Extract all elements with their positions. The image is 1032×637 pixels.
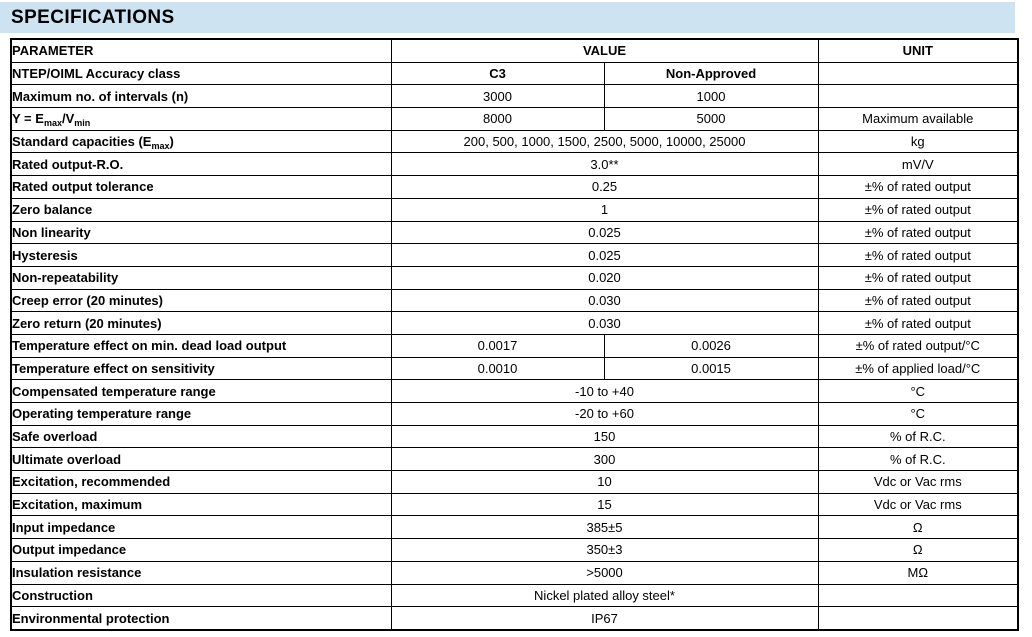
unit-cell: ±% of rated output — [818, 289, 1018, 312]
parameter-cell: Input impedance — [11, 516, 391, 539]
unit-cell: Maximum available — [818, 108, 1018, 131]
value-cell: 0.030 — [391, 289, 818, 312]
unit-cell: Vdc or Vac rms — [818, 471, 1018, 494]
parameter-cell: Non-repeatability — [11, 266, 391, 289]
parameter-cell: Hysteresis — [11, 244, 391, 267]
unit-cell: ±% of rated output/°C — [818, 334, 1018, 357]
parameter-cell: Zero return (20 minutes) — [11, 312, 391, 335]
parameter-cell: Construction — [11, 584, 391, 607]
value-cell: 0.0017 — [391, 334, 604, 357]
unit-cell: % of R.C. — [818, 448, 1018, 471]
value-cell: 0.020 — [391, 266, 818, 289]
table-row — [11, 312, 1018, 335]
value-cell: Non-Approved — [604, 62, 818, 85]
table-row — [11, 244, 1018, 267]
table-row — [11, 584, 1018, 607]
table-row — [11, 153, 1018, 176]
value-cell: 0.025 — [391, 221, 818, 244]
unit-cell: Ω — [818, 539, 1018, 562]
value-cell: 15 — [391, 493, 818, 516]
parameter-cell: Environmental protection — [11, 607, 391, 630]
value-cell: 150 — [391, 425, 818, 448]
table-row — [11, 425, 1018, 448]
value-cell: 10 — [391, 471, 818, 494]
value-cell: 350±3 — [391, 539, 818, 562]
unit-cell: mV/V — [818, 153, 1018, 176]
value-cell: 5000 — [604, 108, 818, 131]
parameter-cell: NTEP/OIML Accuracy class — [11, 62, 391, 85]
table-row — [11, 85, 1018, 108]
value-cell: 385±5 — [391, 516, 818, 539]
unit-cell — [818, 607, 1018, 630]
parameter-cell: $Y = E_{max}/V_{min}$ — [11, 108, 391, 131]
unit-cell: °C — [818, 380, 1018, 403]
parameter-cell: Operating temperature range — [11, 403, 391, 426]
value-cell: >5000 — [391, 561, 818, 584]
parameter-cell: Rated output-R.O. — [11, 153, 391, 176]
table-row — [11, 471, 1018, 494]
value-cell: 3.0** — [391, 153, 818, 176]
value-cell: -20 to +60 — [391, 403, 818, 426]
unit-cell: ±% of rated output — [818, 198, 1018, 221]
parameter-cell: Safe overload — [11, 425, 391, 448]
parameter-cell: Ultimate overload — [11, 448, 391, 471]
table-row — [11, 62, 1018, 85]
value-cell: -10 to +40 — [391, 380, 818, 403]
table-row — [11, 539, 1018, 562]
table-row — [11, 561, 1018, 584]
parameter-cell: Excitation, recommended — [11, 471, 391, 494]
parameter-cell: Rated output tolerance — [11, 176, 391, 199]
parameter-cell: Output impedance — [11, 539, 391, 562]
table-row — [11, 493, 1018, 516]
value-cell: Nickel plated alloy steel* — [391, 584, 818, 607]
parameter-cell: Temperature effect on sensitivity — [11, 357, 391, 380]
unit-cell: ±% of applied load/°C — [818, 357, 1018, 380]
table-row — [11, 198, 1018, 221]
parameter-cell: Compensated temperature range — [11, 380, 391, 403]
value-cell: 200, 500, 1000, 1500, 2500, 5000, 10000, 25000 — [391, 130, 818, 153]
unit-cell: % of R.C. — [818, 425, 1018, 448]
parameter-cell: Creep error (20 minutes) — [11, 289, 391, 312]
unit-cell: ±% of rated output — [818, 176, 1018, 199]
value-cell: 0.25 — [391, 176, 818, 199]
parameter-cell: Insulation resistance — [11, 561, 391, 584]
table-row — [11, 108, 1018, 131]
unit-cell — [818, 62, 1018, 85]
value-cell: IP67 — [391, 607, 818, 630]
unit-cell: ±% of rated output — [818, 244, 1018, 267]
unit-cell: °C — [818, 403, 1018, 426]
unit-cell: Vdc or Vac rms — [818, 493, 1018, 516]
table-row — [11, 266, 1018, 289]
table-row — [11, 607, 1018, 630]
table-row — [11, 403, 1018, 426]
parameter-cell: Excitation, maximum — [11, 493, 391, 516]
value-cell: 8000 — [391, 108, 604, 131]
unit-cell: ±% of rated output — [818, 266, 1018, 289]
specifications-table — [10, 38, 1019, 631]
value-cell: 0.025 — [391, 244, 818, 267]
table-row — [11, 176, 1018, 199]
table-row — [11, 448, 1018, 471]
header-row — [11, 39, 1018, 62]
table-row — [11, 130, 1018, 153]
unit-cell: MΩ — [818, 561, 1018, 584]
parameter-cell: Zero balance — [11, 198, 391, 221]
value-cell: 0.0026 — [604, 334, 818, 357]
table-body — [11, 62, 1018, 630]
table-row — [11, 357, 1018, 380]
unit-cell — [818, 85, 1018, 108]
table-row — [11, 289, 1018, 312]
table-row — [11, 516, 1018, 539]
parameter-cell: Temperature effect on min. dead load output — [11, 334, 391, 357]
parameter-cell: Non linearity — [11, 221, 391, 244]
table-row — [11, 334, 1018, 357]
page-title: SPECIFICATIONS — [11, 6, 175, 28]
unit-cell: ±% of rated output — [818, 312, 1018, 335]
parameter-cell: Standard capacities $(E_{max})$ — [11, 130, 391, 153]
value-cell: 1 — [391, 198, 818, 221]
column-header-value: VALUE — [391, 39, 818, 62]
column-header-parameter: PARAMETER — [11, 39, 391, 62]
value-cell: 0.030 — [391, 312, 818, 335]
unit-cell: kg — [818, 130, 1018, 153]
title-band — [0, 2, 1015, 33]
value-cell: 0.0010 — [391, 357, 604, 380]
value-cell: C3 — [391, 62, 604, 85]
value-cell: 1000 — [604, 85, 818, 108]
unit-cell: ±% of rated output — [818, 221, 1018, 244]
value-cell: 3000 — [391, 85, 604, 108]
unit-cell — [818, 584, 1018, 607]
column-header-unit: UNIT — [818, 39, 1018, 62]
value-cell: 300 — [391, 448, 818, 471]
table-row — [11, 221, 1018, 244]
parameter-cell: Maximum no. of intervals (n) — [11, 85, 391, 108]
unit-cell: Ω — [818, 516, 1018, 539]
value-cell: 0.0015 — [604, 357, 818, 380]
table-row — [11, 380, 1018, 403]
